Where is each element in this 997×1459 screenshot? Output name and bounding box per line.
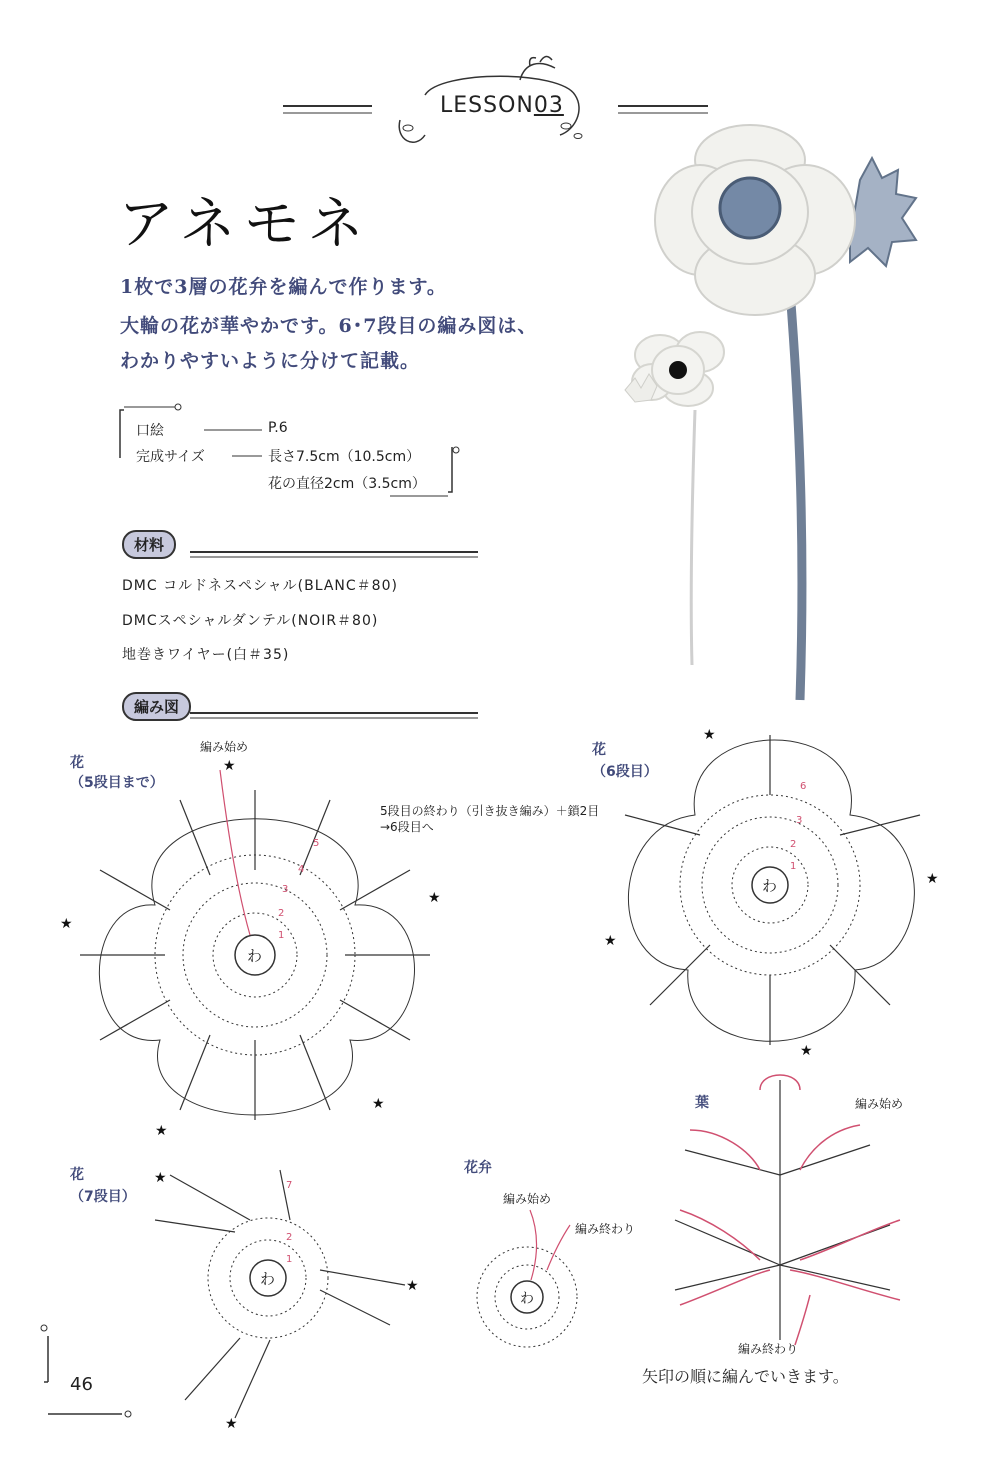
diagram-flower7-title: 花 xyxy=(70,1167,84,1183)
frontispiece-label: 口絵 xyxy=(136,423,164,439)
round-mark: 4 xyxy=(298,864,305,875)
frontispiece-value: P.6 xyxy=(268,420,288,436)
diagram-flower6-subtitle: （6段目） xyxy=(592,764,658,780)
flower5-start-label: 編み始め xyxy=(200,740,249,754)
materials-heading: 材料 xyxy=(122,530,176,559)
svg-text:★: ★ xyxy=(223,758,236,774)
flower5-center: わ xyxy=(247,947,263,965)
diagram-flower7-subtitle: （7段目） xyxy=(70,1189,136,1205)
round-mark: 3 xyxy=(282,884,289,895)
svg-text:★: ★ xyxy=(60,916,73,932)
size-length: 長さ7.5cm（10.5cm） xyxy=(268,449,421,465)
round-mark: 2 xyxy=(790,839,797,850)
lesson-number: 03 xyxy=(533,93,564,118)
diagram-flower6-title: 花 xyxy=(592,742,606,758)
round-mark: 5 xyxy=(313,838,320,849)
petal-start-label: 編み始め xyxy=(503,1192,552,1206)
svg-text:★: ★ xyxy=(926,871,939,887)
material-item-2: DMCスペシャルダンテル(NOIR＃80) xyxy=(122,613,379,629)
size-label: 完成サイズ xyxy=(136,449,205,465)
lead-line-2: 大輪の花が華やかです。6･7段目の編み図は、 xyxy=(120,315,538,337)
flower5-note-line2: →6段目へ xyxy=(380,820,434,834)
page-title: アネモネ xyxy=(118,192,372,257)
round-mark: 1 xyxy=(790,861,797,872)
svg-text:★: ★ xyxy=(225,1416,238,1432)
svg-text:★: ★ xyxy=(703,727,716,743)
svg-text:★: ★ xyxy=(800,1043,813,1059)
svg-text:★: ★ xyxy=(155,1123,168,1139)
leaf-note: 矢印の順に編んでいきます。 xyxy=(642,1367,849,1386)
diagram-heading: 編み図 xyxy=(122,692,191,721)
svg-text:★: ★ xyxy=(428,890,441,906)
svg-text:★: ★ xyxy=(372,1096,385,1112)
flower6-center: わ xyxy=(762,877,778,895)
lead-line-3: わかりやすいように分けて記載。 xyxy=(120,350,421,372)
material-item-3: 地巻きワイヤー(白＃35) xyxy=(122,647,290,663)
material-item-1: DMC コルドネスペシャル(BLANC＃80) xyxy=(122,578,398,594)
diagram-flower5-subtitle: （5段目まで） xyxy=(70,775,164,791)
round-mark: 2 xyxy=(278,908,285,919)
svg-text:★: ★ xyxy=(406,1278,419,1294)
lesson-prefix: LESSON xyxy=(440,93,534,118)
svg-text:★: ★ xyxy=(154,1170,167,1186)
round-mark: 6 xyxy=(800,781,807,792)
page-number: 46 xyxy=(70,1374,93,1395)
round-mark: 2 xyxy=(286,1232,293,1243)
svg-text:★: ★ xyxy=(604,933,617,949)
diagram-leaf-title: 葉 xyxy=(695,1095,709,1111)
round-mark: 1 xyxy=(286,1254,293,1265)
leaf-start-label: 編み始め xyxy=(855,1097,904,1111)
diagram-petal-title: 花弁 xyxy=(464,1160,492,1176)
diagram-flower5-title: 花 xyxy=(70,755,84,771)
petal-center: わ xyxy=(520,1291,534,1307)
round-mark: 7 xyxy=(286,1180,293,1191)
petal-end-label: 編み終わり xyxy=(575,1222,636,1236)
round-mark: 1 xyxy=(278,930,285,941)
lead-line-1: 1枚で3層の花弁を編んで作ります。 xyxy=(120,276,447,298)
size-diameter: 花の直径2cm（3.5cm） xyxy=(268,476,426,492)
flower5-note-line1: 5段目の終わり（引き抜き編み）＋鎖2目 xyxy=(380,804,600,818)
flower7-center: わ xyxy=(260,1270,276,1288)
round-mark: 3 xyxy=(796,815,803,826)
leaf-end-label: 編み終わり xyxy=(738,1342,799,1356)
